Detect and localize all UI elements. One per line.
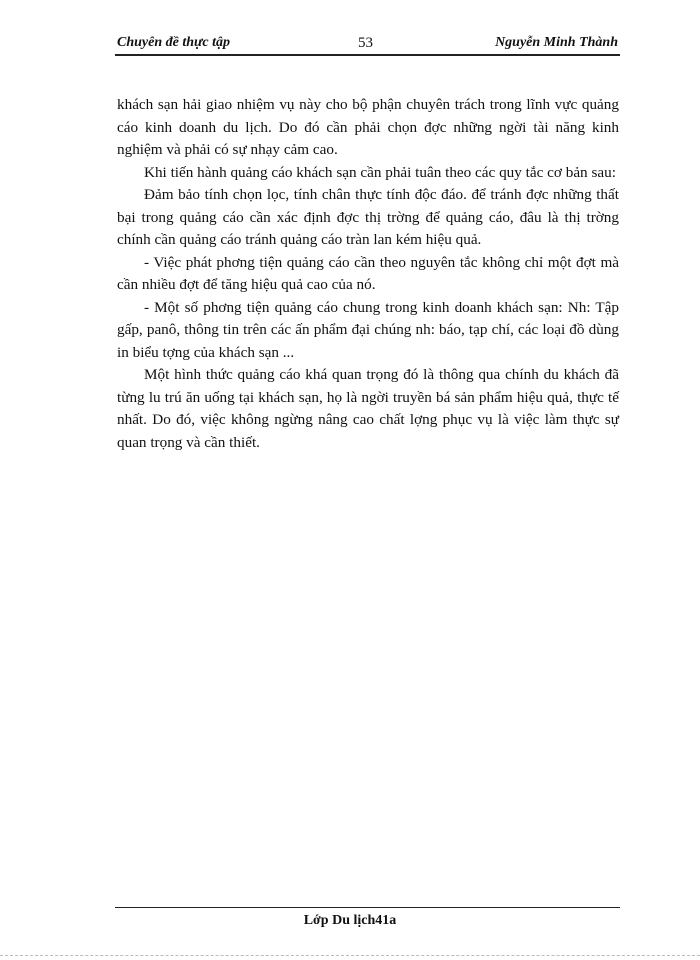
paragraph: Đảm bảo tính chọn lọc, tính chân thực tính độc đáo. để tránh đợc những thất bại trong quảng cáo cần xác định đợc thị trờng để quảng cáo, đâu là thị trờng chính cần quảng cáo tránh quảng cáo tràn lan kém hiệu quả. (117, 186, 619, 248)
body-text (117, 94, 619, 454)
header-author: Nguyễn Minh Thành (495, 35, 618, 50)
footer-class-label: Lớp Du lịch41a (303, 913, 397, 928)
footer-divider (115, 907, 620, 908)
paragraph: - Một số phơng tiện quảng cáo chung trong kinh doanh khách sạn: Nh: Tập gấp, panô, thông tin trên các ấn phẩm đại chúng nh: báo, tạp chí, các loại đồ dùng in biểu tợng của khách sạn ... (117, 298, 619, 361)
page-edge-divider (0, 955, 700, 956)
header-page-number: 53 (358, 35, 373, 51)
header-document-title: Chuyên đề thực tập (117, 35, 231, 50)
page-header (115, 32, 620, 56)
paragraph: khách sạn hải giao nhiệm vụ này cho bộ phận chuyên trách trong lĩnh vực quảng cáo kinh doanh du lịch. Do đó cần phải chọn đợc những ngời tài năng kinh nghiệm và phải có sự nhạy cảm cao. (117, 96, 619, 158)
paragraph: - Việc phát phơng tiện quảng cáo cần theo nguyên tắc không chỉ một đợt mà cần nhiều đợt để tăng hiệu quả cao của nó. (117, 253, 619, 293)
paragraph: Một hình thức quảng cáo khá quan trọng đó là thông qua chính du khách đã từng lu trú ăn uống tại khách sạn, họ là ngời truyền bá sản phẩm hiệu quả, thực tế nhất. Do đó, việc không ngừng nâng cao chất lợng phục vụ là việc làm thực sự quan trọng và cần thiết. (117, 366, 619, 451)
paragraph: Khi tiến hành quảng cáo khách sạn cần phải tuân theo các quy tắc cơ bản sau: (144, 163, 616, 181)
